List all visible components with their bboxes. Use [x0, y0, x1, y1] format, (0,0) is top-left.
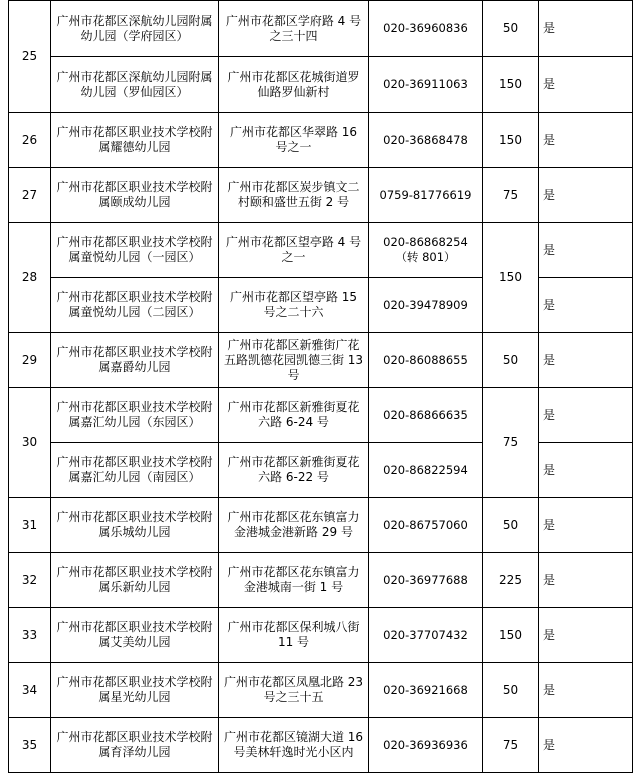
row-number: 31	[9, 498, 51, 553]
table-row	[9, 663, 633, 718]
kindergarten-name: 广州市花都区职业技术学校附属嘉汇幼儿园（南园区）	[51, 443, 219, 498]
row-number: 25	[9, 1, 51, 113]
table-row	[9, 278, 633, 333]
status-cell: 是	[539, 113, 633, 168]
kindergarten-name: 广州市花都区职业技术学校附属嘉汇幼儿园（东园区）	[51, 388, 219, 443]
table-row	[9, 113, 633, 168]
kindergarten-name: 广州市花都区职业技术学校附属颐成幼儿园	[51, 168, 219, 223]
row-number: 34	[9, 663, 51, 718]
capacity-cell: 75	[483, 388, 539, 498]
phone-cell: 020-86868254（转 801）	[369, 223, 483, 278]
kindergarten-name: 广州市花都区职业技术学校附属童悦幼儿园（一园区）	[51, 223, 219, 278]
kindergarten-name: 广州市花都区职业技术学校附属乐城幼儿园	[51, 498, 219, 553]
phone-cell: 020-39478909	[369, 278, 483, 333]
status-cell: 是	[539, 333, 633, 388]
status-cell: 是	[539, 608, 633, 663]
address-cell: 广州市花都区望亭路 4 号之一	[219, 223, 369, 278]
table-row	[9, 1, 633, 57]
table-row	[9, 223, 633, 278]
phone-cell: 020-36936936	[369, 718, 483, 773]
address-cell: 广州市花都区花东镇富力金港城金港新路 29 号	[219, 498, 369, 553]
row-number: 29	[9, 333, 51, 388]
row-number: 27	[9, 168, 51, 223]
address-cell: 广州市花都区保利城八街 11 号	[219, 608, 369, 663]
phone-cell: 020-36868478	[369, 113, 483, 168]
kindergarten-name: 广州市花都区职业技术学校附属星光幼儿园	[51, 663, 219, 718]
table-row	[9, 443, 633, 498]
table-row	[9, 498, 633, 553]
address-cell: 广州市花都区炭步镇文二村颐和盛世五街 2 号	[219, 168, 369, 223]
row-number: 32	[9, 553, 51, 608]
address-cell: 广州市花都区学府路 4 号之三十四	[219, 1, 369, 57]
capacity-cell: 150	[483, 57, 539, 113]
kindergarten-name: 广州市花都区职业技术学校附属耀德幼儿园	[51, 113, 219, 168]
address-cell: 广州市花都区华翠路 16 号之一	[219, 113, 369, 168]
kindergarten-name: 广州市花都区职业技术学校附属乐新幼儿园	[51, 553, 219, 608]
table-row	[9, 718, 633, 773]
table-row	[9, 388, 633, 443]
address-cell: 广州市花都区花东镇富力金港城南一街 1 号	[219, 553, 369, 608]
capacity-cell: 75	[483, 718, 539, 773]
address-cell: 广州市花都区新雅街广花五路凯德花园凯德三街 13 号	[219, 333, 369, 388]
phone-cell: 020-36911063	[369, 57, 483, 113]
kindergarten-name: 广州市花都区职业技术学校附属育泽幼儿园	[51, 718, 219, 773]
kindergarten-name: 广州市花都区职业技术学校附属童悦幼儿园（二园区）	[51, 278, 219, 333]
status-cell: 是	[539, 168, 633, 223]
table-row	[9, 168, 633, 223]
status-cell: 是	[539, 498, 633, 553]
address-cell: 广州市花都区新雅街夏花六路 6-22 号	[219, 443, 369, 498]
status-cell: 是	[539, 278, 633, 333]
table-row	[9, 333, 633, 388]
capacity-cell: 50	[483, 333, 539, 388]
capacity-cell: 50	[483, 498, 539, 553]
phone-cell: 020-86088655	[369, 333, 483, 388]
status-cell: 是	[539, 663, 633, 718]
capacity-cell: 75	[483, 168, 539, 223]
status-cell: 是	[539, 718, 633, 773]
phone-cell: 020-36960836	[369, 1, 483, 57]
table-row	[9, 608, 633, 663]
phone-cell: 020-86866635	[369, 388, 483, 443]
status-cell: 是	[539, 57, 633, 113]
capacity-cell: 225	[483, 553, 539, 608]
address-cell: 广州市花都区新雅街夏花六路 6-24 号	[219, 388, 369, 443]
status-cell: 是	[539, 1, 633, 57]
table-row	[9, 57, 633, 113]
address-cell: 广州市花都区镜湖大道 16 号美林轩逸时光小区内	[219, 718, 369, 773]
address-cell: 广州市花都区凤凰北路 23 号之三十五	[219, 663, 369, 718]
capacity-cell: 50	[483, 1, 539, 57]
address-cell: 广州市花都区望亭路 15 号之二十六	[219, 278, 369, 333]
address-cell: 广州市花都区花城街道罗仙路罗仙新村	[219, 57, 369, 113]
capacity-cell: 150	[483, 113, 539, 168]
status-cell: 是	[539, 443, 633, 498]
row-number: 26	[9, 113, 51, 168]
status-cell: 是	[539, 223, 633, 278]
capacity-cell: 50	[483, 663, 539, 718]
row-number: 35	[9, 718, 51, 773]
phone-cell: 020-86822594	[369, 443, 483, 498]
kindergarten-table	[8, 0, 633, 773]
phone-cell: 0759-81776619	[369, 168, 483, 223]
kindergarten-name: 广州市花都区深航幼儿园附属幼儿园（学府园区）	[51, 1, 219, 57]
kindergarten-name: 广州市花都区职业技术学校附属艾美幼儿园	[51, 608, 219, 663]
status-cell: 是	[539, 388, 633, 443]
phone-cell: 020-36977688	[369, 553, 483, 608]
row-number: 33	[9, 608, 51, 663]
table-row	[9, 553, 633, 608]
row-number: 30	[9, 388, 51, 498]
phone-cell: 020-86757060	[369, 498, 483, 553]
row-number: 28	[9, 223, 51, 333]
phone-cell: 020-37707432	[369, 608, 483, 663]
kindergarten-name: 广州市花都区职业技术学校附属嘉爵幼儿园	[51, 333, 219, 388]
capacity-cell: 150	[483, 223, 539, 333]
capacity-cell: 150	[483, 608, 539, 663]
kindergarten-name: 广州市花都区深航幼儿园附属幼儿园（罗仙园区）	[51, 57, 219, 113]
phone-cell: 020-36921668	[369, 663, 483, 718]
status-cell: 是	[539, 553, 633, 608]
